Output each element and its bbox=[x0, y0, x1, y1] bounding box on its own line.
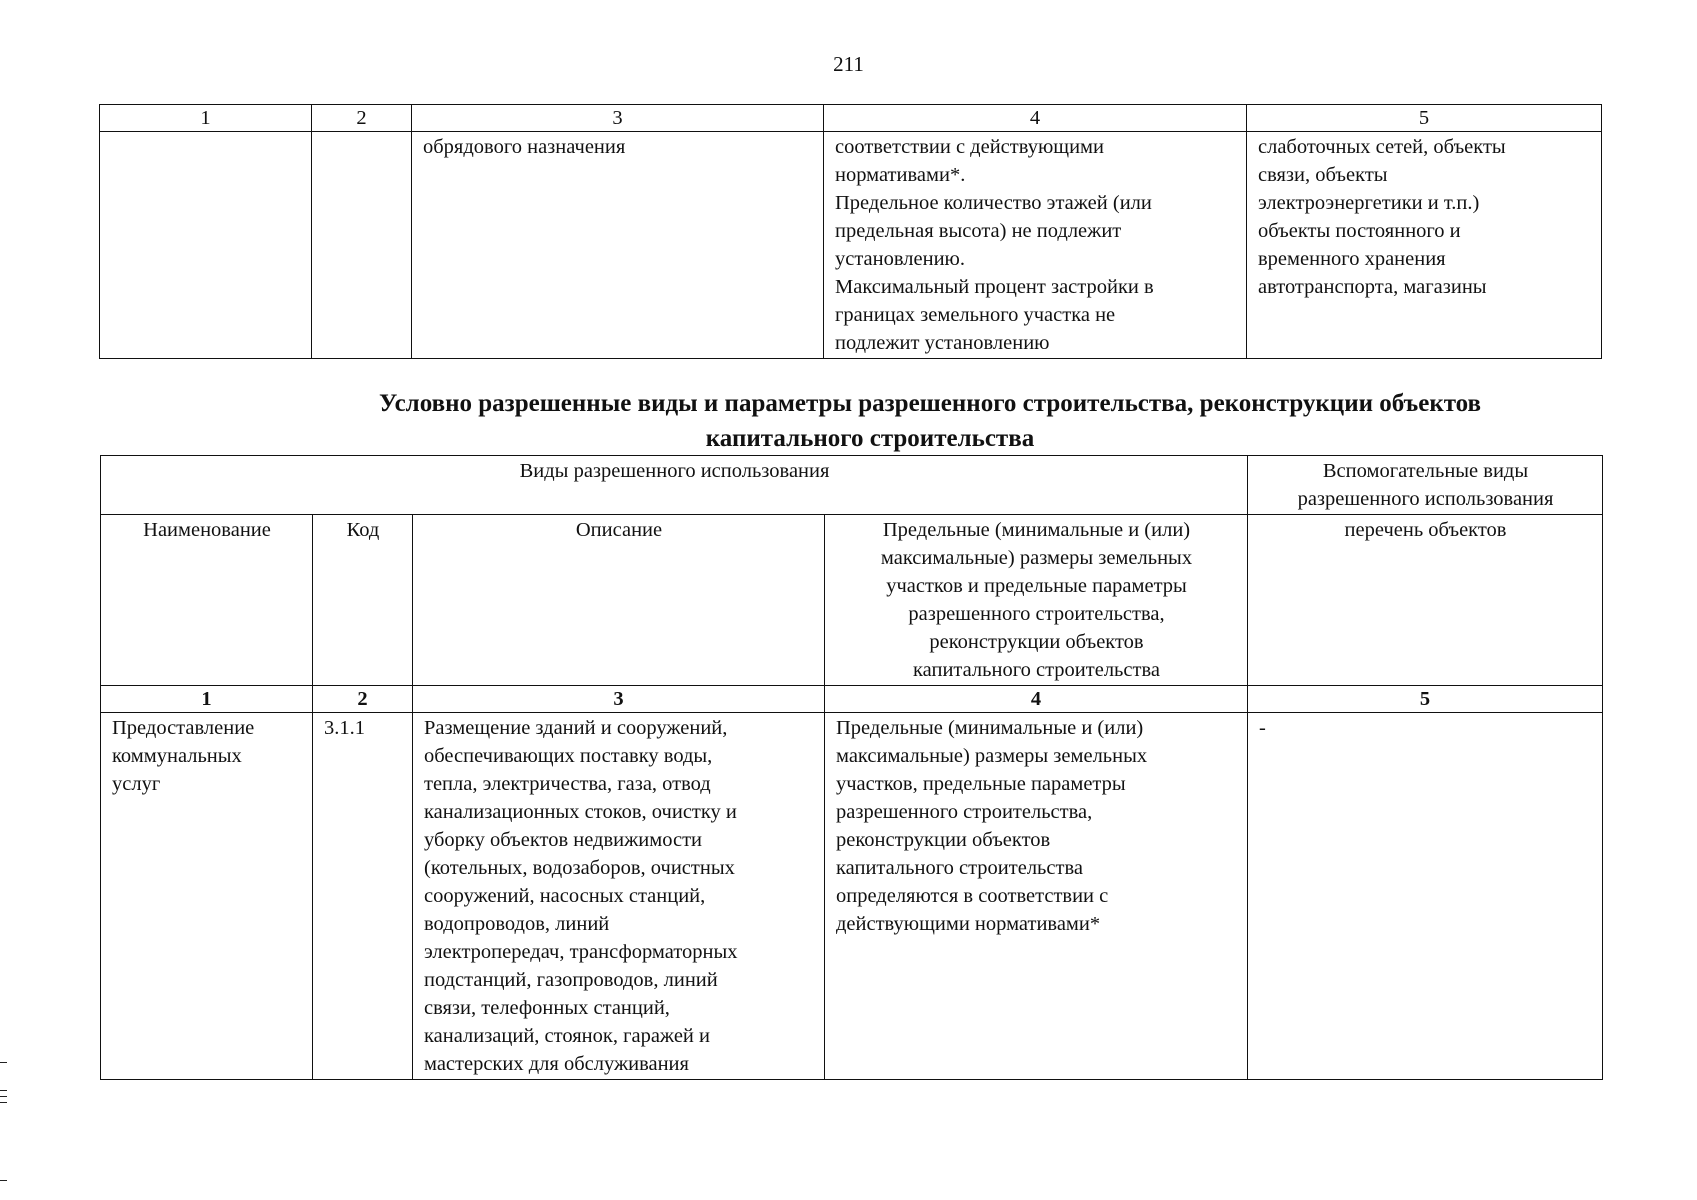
cell-code: 3.1.1 bbox=[313, 713, 413, 1080]
cell-description bbox=[413, 713, 825, 1080]
text-line: временного хранения bbox=[1258, 248, 1446, 270]
text-line: подлежит установлению bbox=[835, 332, 1050, 354]
header-description: Описание bbox=[413, 515, 825, 686]
cell-description: обрядового назначения bbox=[412, 132, 824, 359]
cell-limits bbox=[825, 713, 1248, 1080]
cell-name bbox=[101, 713, 313, 1080]
column-number: 1 bbox=[101, 686, 313, 713]
column-number: 4 bbox=[824, 105, 1247, 132]
margin-mark bbox=[0, 1062, 7, 1063]
column-number-row bbox=[101, 686, 1603, 713]
column-number: 1 bbox=[100, 105, 312, 132]
column-number: 5 bbox=[1248, 686, 1603, 713]
text-line: Размещение зданий и сооружений, bbox=[424, 717, 728, 739]
margin-mark bbox=[0, 1096, 7, 1097]
text-line: автотранспорта, магазины bbox=[1258, 276, 1487, 298]
group-header-row bbox=[101, 456, 1603, 515]
column-number: 2 bbox=[313, 686, 413, 713]
column-number: 4 bbox=[825, 686, 1248, 713]
text-line: нормативами*. bbox=[835, 164, 966, 186]
text-line: Предельные (минимальные и (или) bbox=[836, 717, 1144, 739]
text-line: капитального строительства bbox=[913, 659, 1160, 681]
text-line: разрешенного использования bbox=[1297, 488, 1554, 510]
cell-code bbox=[312, 132, 412, 359]
text-line: услуг bbox=[112, 773, 161, 795]
column-number: 3 bbox=[413, 686, 825, 713]
column-number-row bbox=[100, 105, 1602, 132]
text-line: реконструкции объектов bbox=[836, 829, 1051, 851]
group-header-main: Виды разрешенного использования bbox=[101, 456, 1248, 515]
text-line: предельная высота) не подлежит bbox=[835, 220, 1122, 242]
text-line: разрешенного строительства, bbox=[908, 603, 1165, 625]
text-line: канализаций, стоянок, гаражей и bbox=[424, 1025, 710, 1047]
text-line: Максимальный процент застройки в bbox=[835, 276, 1154, 298]
margin-mark bbox=[0, 1102, 7, 1103]
text-line: границах земельного участка не bbox=[835, 304, 1116, 326]
text-line: электроэнергетики и т.п.) bbox=[1258, 192, 1480, 214]
text-line: участков и предельные параметры bbox=[886, 575, 1187, 597]
text-line: определяются в соответствии с bbox=[836, 885, 1109, 907]
section-heading-line: Условно разрешенные виды и параметры разрешенного строительства, реконструкции объектов bbox=[378, 390, 1482, 417]
section-heading bbox=[260, 386, 1600, 456]
text-line: капитального строительства bbox=[836, 857, 1083, 879]
text-line: канализационных стоков, очистку и bbox=[424, 801, 737, 823]
margin-mark bbox=[0, 1090, 7, 1091]
text-line: слаботочных сетей, объекты bbox=[1258, 136, 1506, 158]
text-line: электропередач, трансформаторных bbox=[424, 941, 738, 963]
text-line: тепла, электричества, газа, отвод bbox=[424, 773, 711, 795]
text-line: реконструкции объектов bbox=[929, 631, 1144, 653]
page-number: 211 bbox=[833, 52, 864, 76]
conditional-use-table bbox=[100, 455, 1603, 1080]
column-number: 3 bbox=[412, 105, 824, 132]
cell-limits bbox=[824, 132, 1247, 359]
text-line: Предоставление bbox=[112, 717, 255, 739]
text-line: Предельные (минимальные и (или) bbox=[882, 519, 1191, 541]
text-line: водопроводов, линий bbox=[424, 913, 610, 935]
text-line: обеспечивающих поставку воды, bbox=[424, 745, 713, 767]
text-line: связи, объекты bbox=[1258, 164, 1388, 186]
text-line: максимальные) размеры земельных bbox=[836, 745, 1148, 767]
text-line: участков, предельные параметры bbox=[836, 773, 1126, 795]
text-line: Вспомогательные виды bbox=[1322, 460, 1529, 482]
text-line: мастерских для обслуживания bbox=[424, 1053, 689, 1075]
cell-objects: - bbox=[1248, 713, 1603, 1080]
margin-mark bbox=[0, 1180, 7, 1181]
column-number: 5 bbox=[1247, 105, 1602, 132]
top-table-continuation bbox=[99, 104, 1602, 359]
header-objects: перечень объектов bbox=[1248, 515, 1603, 686]
text-line: разрешенного строительства, bbox=[836, 801, 1093, 823]
header-limits bbox=[825, 515, 1248, 686]
header-code: Код bbox=[313, 515, 413, 686]
column-header-row bbox=[101, 515, 1603, 686]
text-line: коммунальных bbox=[112, 745, 242, 767]
text-line: соответствии с действующими bbox=[835, 136, 1104, 158]
text-line: объекты постоянного и bbox=[1258, 220, 1461, 242]
table-row bbox=[101, 713, 1603, 1080]
text-line: установлению. bbox=[835, 248, 965, 270]
text-line: максимальные) размеры земельных bbox=[880, 547, 1193, 569]
table-row bbox=[100, 132, 1602, 359]
cell-name bbox=[100, 132, 312, 359]
group-header-aux bbox=[1248, 456, 1603, 515]
cell-objects bbox=[1247, 132, 1602, 359]
text-line: (котельных, водозаборов, очистных bbox=[424, 857, 735, 879]
header-name: Наименование bbox=[101, 515, 313, 686]
section-heading-line: капитального строительства bbox=[705, 425, 1035, 452]
text-line: связи, телефонных станций, bbox=[424, 997, 670, 1019]
text-line: уборку объектов недвижимости bbox=[424, 829, 703, 851]
column-number: 2 bbox=[312, 105, 412, 132]
text-line: сооружений, насосных станций, bbox=[424, 885, 706, 907]
text-line: подстанций, газопроводов, линий bbox=[424, 969, 718, 991]
text-line: Предельное количество этажей (или bbox=[835, 192, 1152, 214]
text-line: действующими нормативами* bbox=[836, 913, 1101, 935]
